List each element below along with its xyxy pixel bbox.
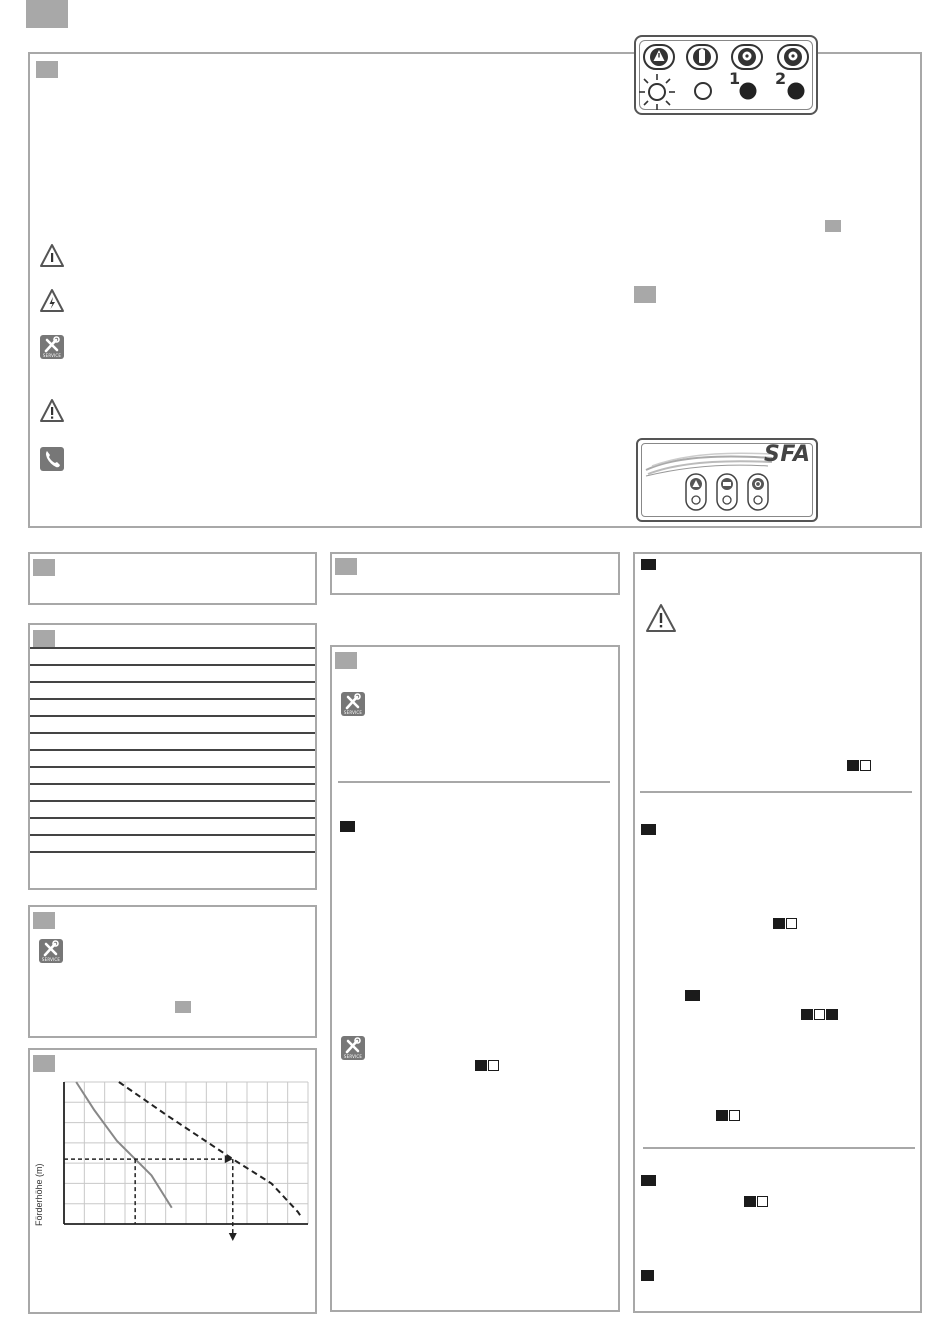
step-marker [685,990,700,1001]
table-row [30,749,315,751]
electric-hazard-icon [39,288,65,314]
chart-series-solid [76,1082,172,1208]
sfa-pump-button-icon [716,473,738,511]
section-marker [33,630,55,647]
sfa-control-panel [636,438,818,522]
service-tools-icon [39,939,63,963]
figure-ref-marker [729,1110,740,1121]
column2-panel-1 [330,552,620,595]
service-label: SERVICE [42,353,62,358]
battery-led-icon [693,81,713,101]
figure-ref-marker [744,1196,756,1207]
pump-2-icon [776,43,810,71]
figure-ref-marker [488,1060,499,1071]
step-marker [641,1175,656,1186]
alarm-icon [642,43,676,71]
caution-icon [39,398,65,424]
phone-icon [40,447,64,471]
column1-panel-1 [28,552,317,605]
section-marker [26,0,68,28]
section-marker [36,61,58,78]
divider [643,1147,915,1149]
service-label: SERVICE [343,1054,363,1059]
info-warning-icon [39,243,65,269]
column2-panel-2 [330,645,620,1312]
section-marker [33,1055,55,1072]
table-row [30,715,315,717]
chart-reference-arrow [229,1233,237,1241]
figure-ref-marker [826,1009,838,1020]
table-row [30,698,315,700]
table-row [30,664,315,666]
section-marker [33,559,55,576]
service-label: SERVICE [41,957,61,962]
caution-icon [645,602,677,634]
specifications-table-panel [28,623,317,890]
battery-icon [685,43,719,71]
figure-ref-marker [860,760,871,771]
service-label: SERVICE [343,710,363,715]
led-label-2: 2 [775,69,787,88]
sfa-power-button-icon [747,473,769,511]
sfa-alarm-button-icon [685,473,707,511]
figure-ref-marker [814,1009,825,1020]
table-row [30,800,315,802]
table-row [30,647,315,649]
section-marker [335,652,357,669]
figure-ref-marker [786,918,797,929]
divider [338,781,610,783]
chart-y-axis-label: Förderhöhe (m) [34,1163,44,1226]
specifications-table [30,647,315,857]
step-marker [340,821,355,832]
figure-ref-marker [847,760,859,771]
service-tools-icon [341,692,365,716]
column3-panel [633,552,922,1313]
pump-curve-panel [28,1048,317,1314]
figure-ref-marker [757,1196,768,1207]
service-tools-icon [341,1036,365,1060]
step-marker [641,824,656,835]
pump-1-icon [730,43,764,71]
table-row [30,766,315,768]
alarm-led-blinking-icon [634,73,680,111]
service-tools-icon [40,335,64,359]
step-marker [641,1270,654,1281]
step-marker [641,559,656,570]
control-panel-leds [634,35,818,115]
table-row [30,851,315,853]
table-row [30,834,315,836]
table-row [30,817,315,819]
table-row [30,732,315,734]
sfa-logo: SFA [764,442,811,467]
section-marker [33,912,55,929]
table-row [30,681,315,683]
section-marker [825,220,841,232]
figure-ref-marker [773,918,785,929]
figure-ref-marker [716,1110,728,1121]
section-marker [634,286,656,303]
led-label-1: 1 [729,69,741,88]
pump-curve-chart [58,1078,314,1242]
divider [640,791,912,793]
figure-ref-marker [801,1009,813,1020]
section-marker [335,558,357,575]
table-row [30,783,315,785]
pump-1-led-icon [738,81,758,101]
column1-service-panel [28,905,317,1038]
figure-ref-marker [475,1060,487,1071]
pump-2-led-icon [786,81,806,101]
section-marker [175,1001,191,1013]
